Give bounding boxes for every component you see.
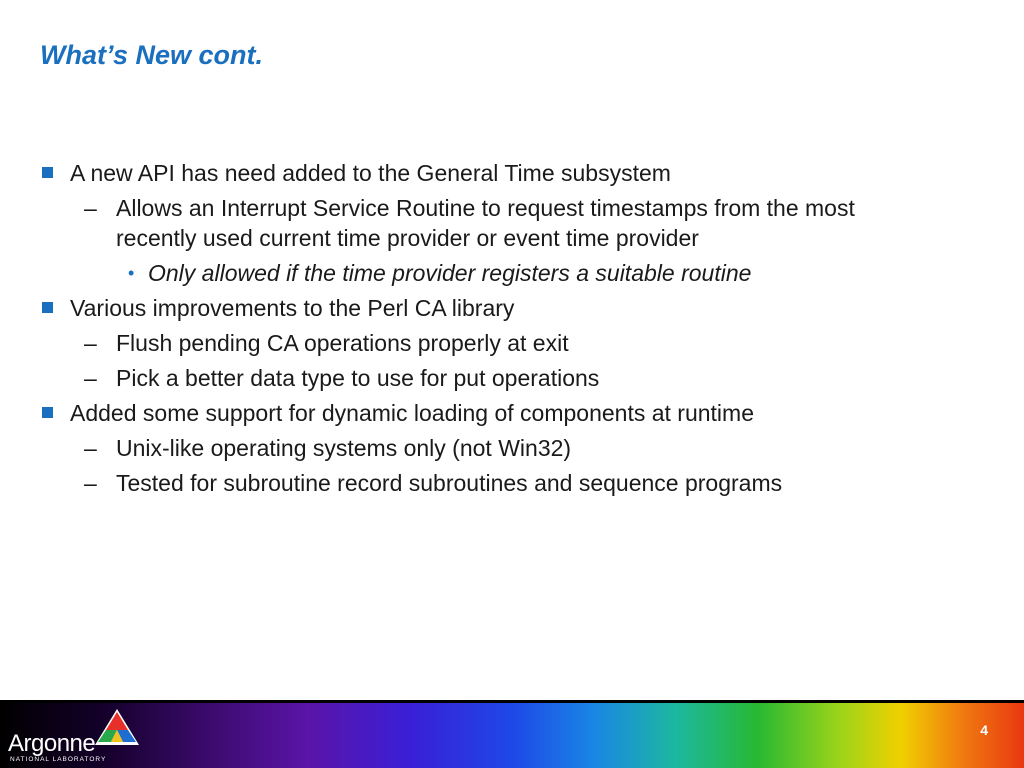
sub-bullet-text: Pick a better data type to use for put operations bbox=[116, 365, 600, 391]
page-number: 4 bbox=[980, 722, 988, 738]
sub-bullet-text: Allows an Interrupt Service Routine to request timestamps from the most recently used current time provider or event time provider bbox=[116, 195, 855, 251]
dash-bullet-icon: – bbox=[84, 435, 97, 461]
bullet-list bbox=[40, 158, 940, 503]
footer-divider bbox=[0, 700, 1024, 703]
sub-bullet-item bbox=[40, 193, 940, 253]
dash-bullet-icon: – bbox=[84, 470, 97, 496]
sub-bullet-item bbox=[40, 363, 940, 393]
sub-sub-bullet-text: Only allowed if the time provider registers a suitable routine bbox=[148, 260, 752, 286]
bullet-item bbox=[40, 293, 940, 323]
logo-subtext: NATIONAL LABORATORY bbox=[10, 756, 107, 763]
bullet-item bbox=[40, 158, 940, 188]
sub-bullet-item bbox=[40, 433, 940, 463]
footer-gradient-bar bbox=[0, 700, 1024, 768]
dash-bullet-icon: – bbox=[84, 330, 97, 356]
bullet-text: Added some support for dynamic loading of components at runtime bbox=[70, 400, 754, 426]
slide-title: What’s New cont. bbox=[40, 40, 264, 70]
bullet-item bbox=[40, 398, 940, 428]
dot-bullet-icon: • bbox=[128, 263, 135, 283]
sub-bullet-item bbox=[40, 328, 940, 358]
bullet-text: Various improvements to the Perl CA library bbox=[70, 295, 515, 321]
dash-bullet-icon: – bbox=[84, 365, 97, 391]
argonne-triangle-icon bbox=[94, 708, 140, 746]
logo-wordmark: Argonne bbox=[8, 730, 96, 757]
argonne-logo bbox=[8, 708, 148, 764]
sub-bullet-text: Unix-like operating systems only (not Win32) bbox=[116, 435, 572, 461]
square-bullet-icon bbox=[42, 407, 53, 418]
square-bullet-icon bbox=[42, 167, 53, 178]
sub-sub-bullet-item bbox=[40, 258, 940, 288]
bullet-text: A new API has need added to the General Time subsystem bbox=[70, 160, 671, 186]
sub-bullet-item bbox=[40, 468, 940, 498]
square-bullet-icon bbox=[42, 302, 53, 313]
sub-bullet-text: Flush pending CA operations properly at exit bbox=[116, 330, 569, 356]
dash-bullet-icon: – bbox=[84, 195, 97, 221]
sub-bullet-text: Tested for subroutine record subroutines and sequence programs bbox=[116, 470, 783, 496]
